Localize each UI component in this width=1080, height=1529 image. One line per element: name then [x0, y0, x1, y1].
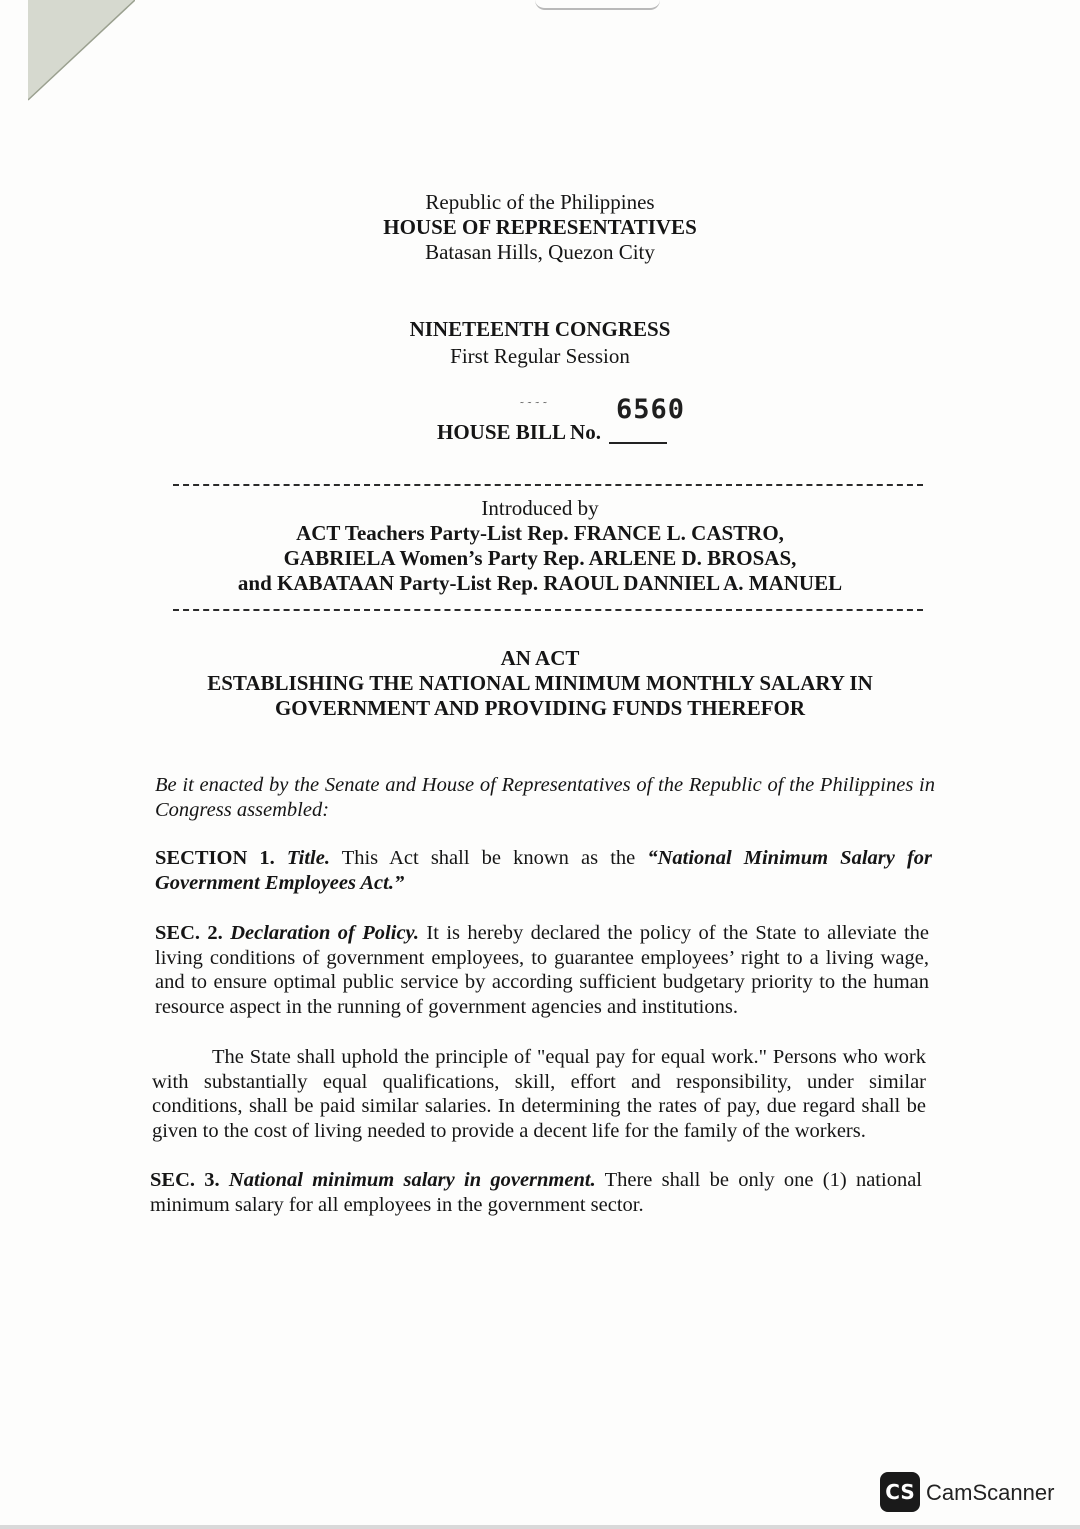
chamber-address: Batasan Hills, Quezon City — [425, 240, 655, 264]
divider-top — [173, 484, 923, 486]
section-3 — [150, 1168, 922, 1217]
act-title-line-1: ESTABLISHING THE NATIONAL MINIMUM MONTHLY SALARY IN — [207, 671, 873, 695]
author-line-1: ACT Teachers Party-List Rep. FRANCE L. CASTRO, — [296, 521, 784, 545]
chamber-name: HOUSE OF REPRESENTATIVES — [383, 215, 697, 239]
section-3-label: SEC. 3. — [150, 1169, 220, 1191]
section-1-title: Title. — [286, 847, 330, 869]
congress-name: NINETEENTH CONGRESS — [409, 317, 671, 341]
section-2-label: SEC. 2. — [155, 922, 223, 944]
bill-label: HOUSE BILL No. — [437, 420, 601, 444]
author-line-3: and KABATAAN Party-List Rep. RAOUL DANNIEL A. MANUEL — [237, 571, 843, 595]
folded-corner — [0, 0, 135, 105]
act-heading: AN ACT — [500, 646, 580, 670]
camscanner-watermark: CamScanner — [926, 1480, 1055, 1505]
section-2-title: Declaration of Policy. — [230, 922, 420, 944]
page-bottom-edge — [0, 1525, 1080, 1529]
section-1 — [155, 846, 932, 895]
introduced-label: Introduced by — [481, 496, 599, 520]
act-title-block — [0, 646, 1080, 721]
document-header — [0, 190, 1080, 265]
section-3-text: There shall be only one (1) national minimum salary for all employees in the government sector. — [150, 1169, 922, 1216]
congress-info — [0, 316, 1080, 370]
section-2-paragraph-2: The State shall uphold the principle of "equal pay for equal work." Persons who work with substantially equal qualifications, skill, effort and responsibility, under similar conditions, shall be paid similar salaries. In determining the rates of pay, due regard shall be given to the cost of living needed to provide a decent life for the family of the workers. — [152, 1046, 926, 1142]
camscanner-logo-icon: CS — [880, 1472, 920, 1512]
bill-number-row — [0, 390, 1080, 450]
introduced-by-block — [0, 496, 1080, 596]
author-line-2: GABRIELA Women’s Party Rep. ARLENE D. BROSAS, — [283, 546, 797, 570]
act-title-line-2: GOVERNMENT AND PROVIDING FUNDS THEREFOR — [274, 696, 806, 720]
section-3-title: National minimum salary in government. — [228, 1169, 596, 1191]
stamp-marks: ˜˜˜˜ — [520, 400, 551, 412]
bill-number-underline — [609, 442, 667, 444]
session-name: First Regular Session — [450, 344, 630, 368]
country-name: Republic of the Philippines — [425, 190, 655, 214]
section-1-quoted-title: “National Minimum Salary for Government Employees Act.” — [155, 847, 933, 894]
section-2-text: It is hereby declared the policy of the State to alleviate the living conditions of government employees, to guarantee employees’ right to a living wage, and to ensure optimal public service by according sufficient budgetary priority to the human resource aspect in the running of government agencies and institutions. — [155, 922, 930, 1018]
section-1-label: SECTION 1. — [155, 847, 275, 869]
enacting-clause: Be it enacted by the Senate and House of Representatives of the Republic of the Philippines in Congress assembled: — [155, 774, 935, 821]
bill-number-stamp: 6560 — [616, 394, 686, 425]
section-2 — [155, 921, 929, 1019]
scan-artifact — [535, 0, 660, 10]
section-1-text: This Act shall be known as the — [341, 847, 636, 869]
divider-bottom — [173, 609, 923, 611]
